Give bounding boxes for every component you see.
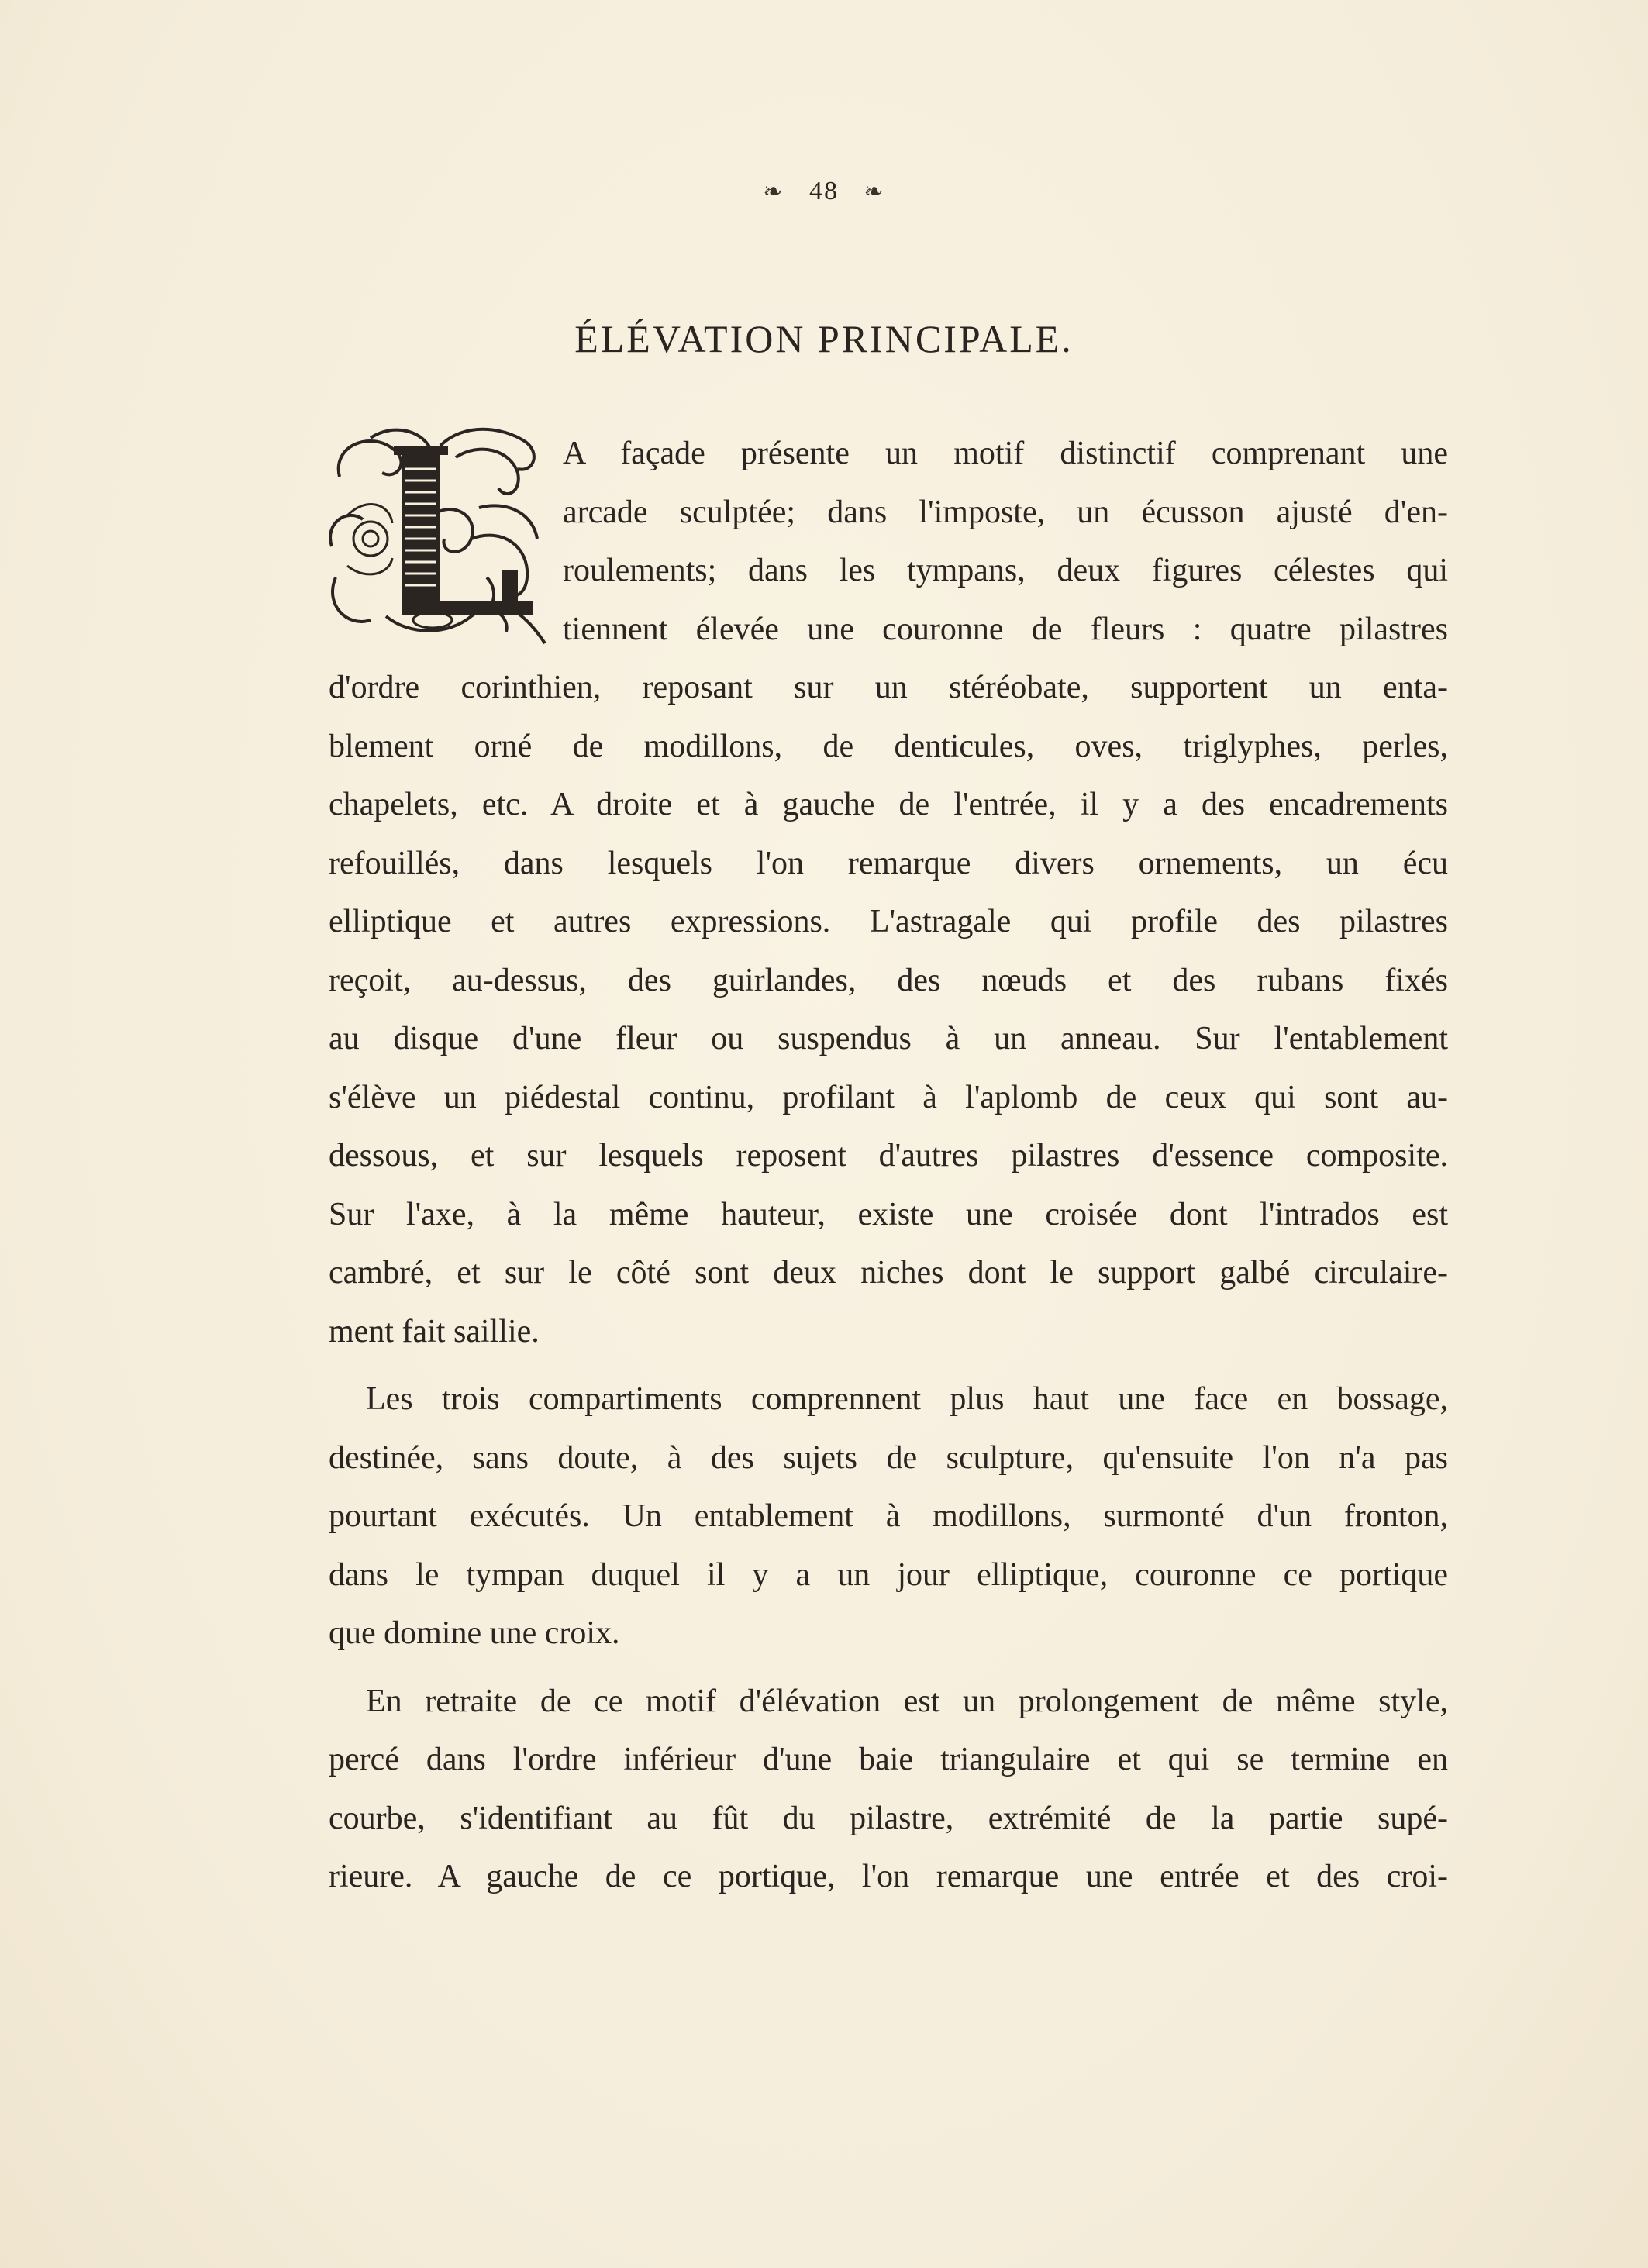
- text-line: cambré, et sur le côté sont deux niches dont le support galbé circulaire-: [329, 1255, 1448, 1291]
- page-number: [0, 177, 1648, 206]
- text-line: d'ordre corinthien, reposant sur un stéréobate, supportent un enta-: [329, 670, 1448, 705]
- text-line: chapelets, etc. A droite et à gauche de l'entrée, il y a des encadrements: [329, 787, 1448, 822]
- text-line: ment fait saillie.: [329, 1313, 540, 1349]
- text-line: pourtant exécutés. Un entablement à modillons, surmonté d'un fronton,: [329, 1498, 1448, 1534]
- text-line: arcade sculptée; dans l'imposte, un écusson ajusté d'en-: [563, 494, 1448, 530]
- page-number-value: 48: [809, 177, 839, 205]
- text-line: que domine une croix.: [329, 1615, 620, 1651]
- page-title: ÉLÉVATION PRINCIPALE.: [574, 317, 1074, 360]
- ornament-left-icon: ❧: [763, 179, 784, 205]
- paragraph-3: [329, 1673, 1448, 1907]
- text-line: s'élève un piédestal continu, profilant à l'aplomb de ceux qui sont au-: [329, 1079, 1448, 1115]
- text-line: destinée, sans doute, à des sujets de sculpture, qu'ensuite l'on n'a pas: [329, 1439, 1448, 1476]
- text-line: A façade présente un motif distinctif comprenant une: [563, 436, 1448, 471]
- ornament-right-icon: ❧: [864, 179, 885, 205]
- text-line: refouillés, dans lesquels l'on remarque divers ornements, un écu: [329, 845, 1448, 881]
- text-line: elliptique et autres expressions. L'astragale qui profile des pilastres: [329, 904, 1448, 939]
- text-line: dans le tympan duquel il y a un jour elliptique, couronne ce portique: [329, 1556, 1448, 1593]
- text-line: percé dans l'ordre inférieur d'une baie triangulaire et qui se termine en: [329, 1742, 1448, 1777]
- text-line: Les trois compartiments comprennent plus haut une face en bossage,: [366, 1381, 1448, 1417]
- text-line: En retraite de ce motif d'élévation est un prolongement de même style,: [366, 1683, 1448, 1719]
- text-line: dessous, et sur lesquels reposent d'autres pilastres d'essence composite.: [329, 1138, 1448, 1174]
- text-line: rieure. A gauche de ce portique, l'on remarque une entrée et des croi-: [329, 1859, 1448, 1894]
- text-line: roulements; dans les tympans, deux figures célestes qui: [563, 553, 1448, 588]
- text-line: au disque d'une fleur ou suspendus à un anneau. Sur l'entablement: [329, 1021, 1448, 1056]
- paragraph-1: [329, 425, 1448, 1361]
- text-line: reçoit, au-dessus, des guirlandes, des nœuds et des rubans fixés: [329, 962, 1448, 998]
- text-line: tiennent élevée une couronne de fleurs : quatre pilastres: [563, 611, 1448, 647]
- text-line: courbe, s'identifiant au fût du pilastre, extrémité de la partie supé-: [329, 1800, 1448, 1836]
- text-line: Sur l'axe, à la même hauteur, existe une croisée dont l'intrados est: [329, 1196, 1448, 1232]
- body-text: [329, 425, 1448, 1907]
- text-line: blement orné de modillons, de denticules, oves, triglyphes, perles,: [329, 728, 1448, 764]
- paragraph-2: [329, 1370, 1448, 1663]
